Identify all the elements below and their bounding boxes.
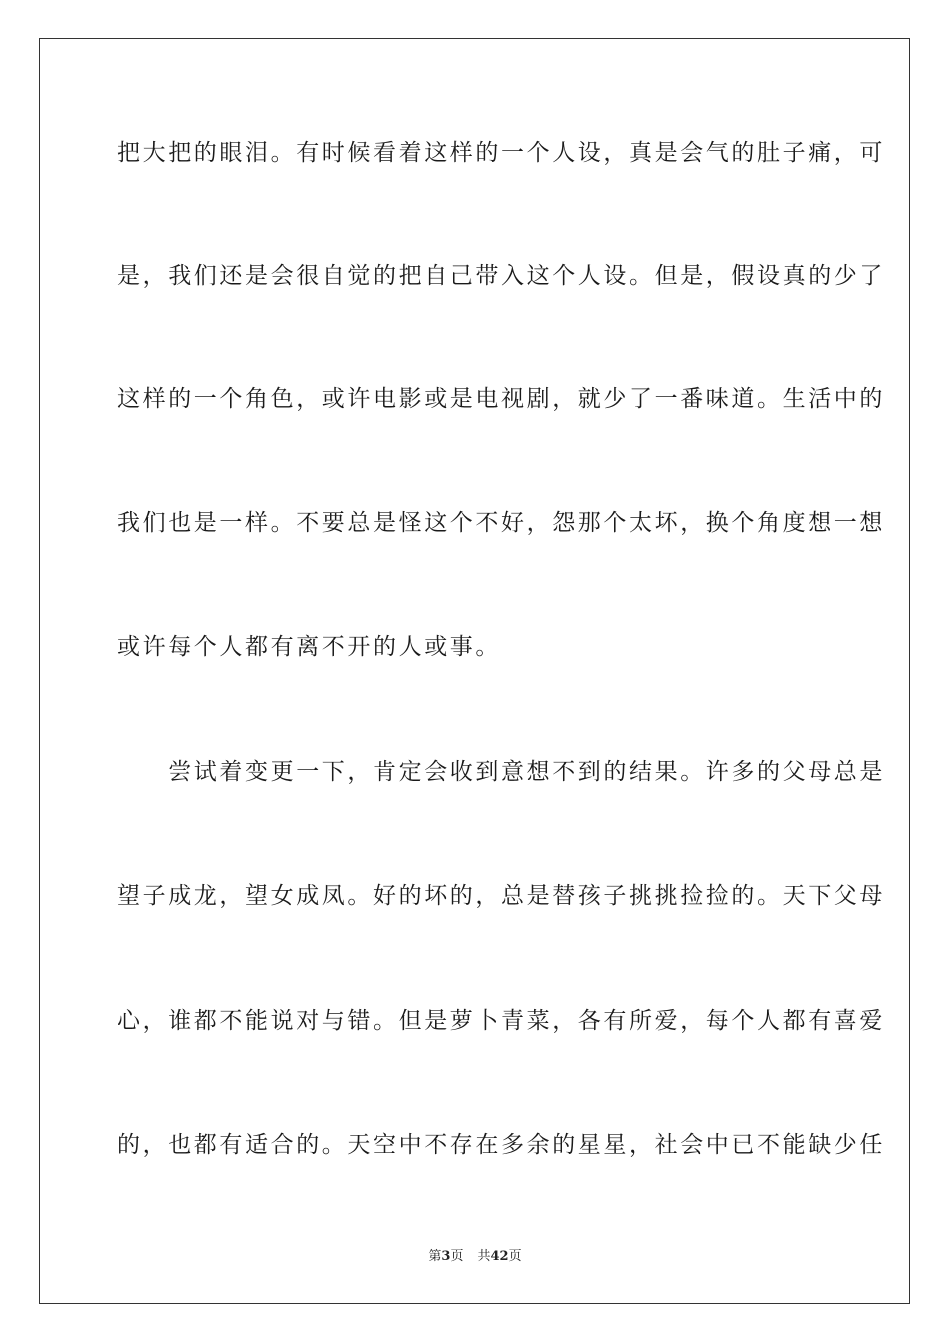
total-prefix: 共 [477,1249,491,1264]
page-number: 3 [441,1249,451,1264]
text-line-7: 望子成龙，望女成凤。好的坏的，总是替孩子挑挑捡捡的。天下父母 [117,883,885,909]
page-border [39,38,910,1304]
text-line-9: 的，也都有适合的。天空中不存在多余的星星，社会中已不能缺少任 [117,1132,885,1158]
page-footer [0,1245,950,1264]
text-line-6: 尝试着变更一下，肯定会收到意想不到的结果。许多的父母总是 [117,759,885,785]
total-pages: 42 [490,1249,509,1264]
text-line-8: 心，谁都不能说对与错。但是萝卜青菜，各有所爱，每个人都有喜爱 [117,1008,885,1034]
text-line-2: 是，我们还是会很自觉的把自己带入这个人设。但是，假设真的少了 [117,263,885,289]
text-line-1: 把大把的眼泪。有时候看着这样的一个人设，真是会气的肚子痛，可 [117,140,885,166]
text-line-4: 我们也是一样。不要总是怪这个不好，怨那个太坏，换个角度想一想 [117,510,885,536]
text-line-5: 或许每个人都有离不开的人或事。 [117,634,501,660]
page-suffix: 页 [450,1249,464,1264]
text-line-3: 这样的一个角色，或许电影或是电视剧，就少了一番味道。生活中的 [117,386,885,412]
page-prefix: 第 [428,1249,442,1264]
total-suffix: 页 [508,1249,522,1264]
